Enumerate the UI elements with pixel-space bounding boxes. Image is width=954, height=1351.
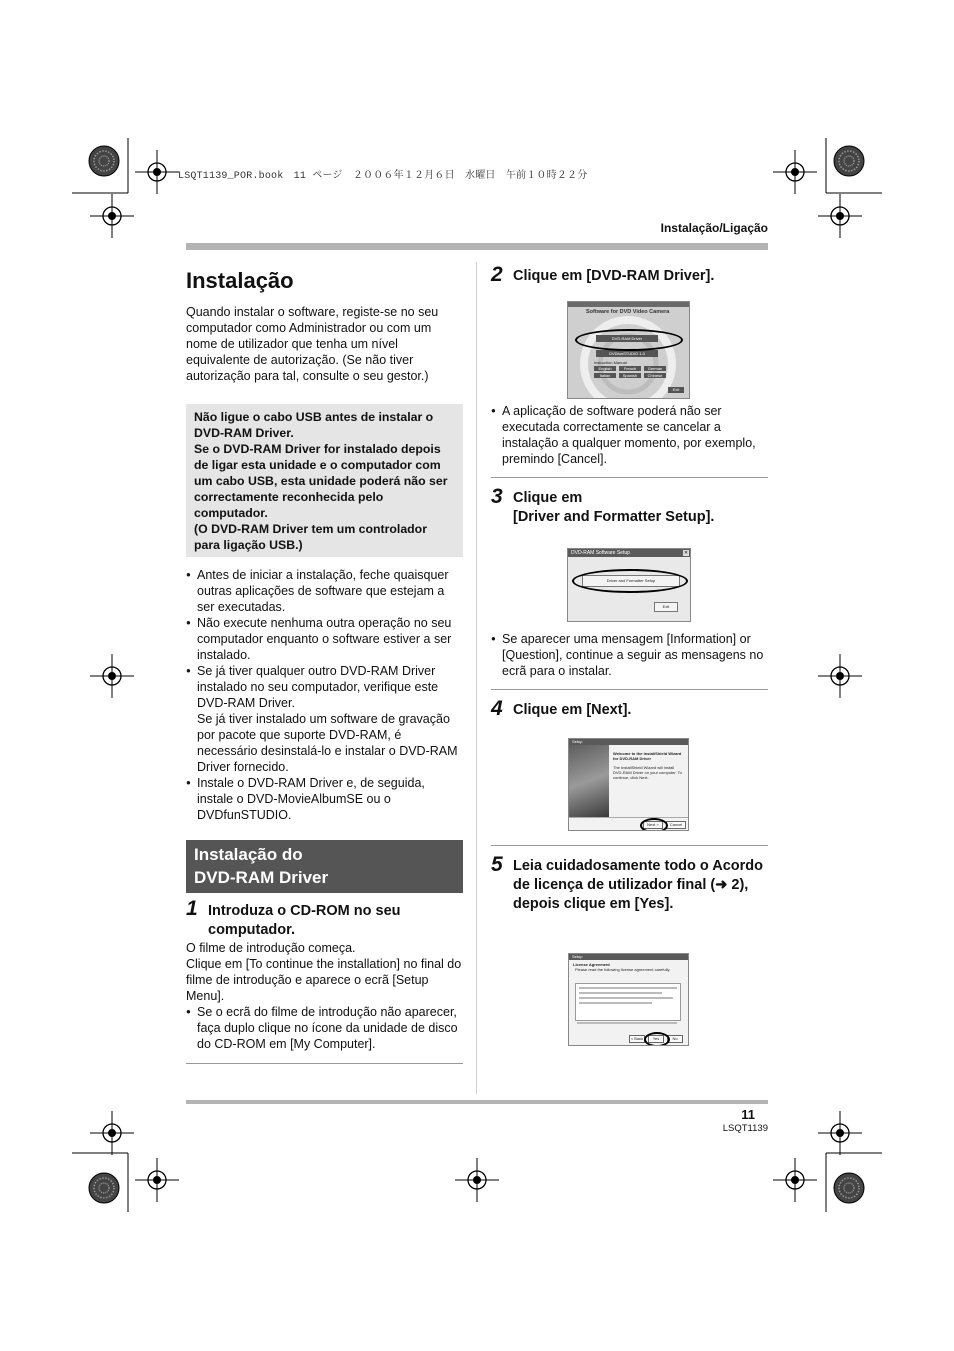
column-divider [476, 262, 477, 1094]
highlight-oval [644, 1032, 670, 1046]
list-item: ● Antes de iniciar a instalação, feche quaisquer outras aplicações de software que estejam a ser executadas. [186, 567, 461, 615]
step2-note [491, 403, 768, 467]
license-heading: License Agreement [573, 962, 610, 967]
list-item: ● Se já tiver qualquer outro DVD-RAM Driver instalado no seu computador, verifique este DVD-RAM Driver. [186, 663, 461, 711]
language-button[interactable]: German [644, 366, 666, 371]
cancel-button[interactable]: Cancel [666, 821, 686, 829]
step-number: 2 [491, 263, 503, 286]
exit-button[interactable]: Exit [668, 387, 684, 393]
divider [491, 689, 768, 690]
window-title: DVD-RAM Software Setup [571, 550, 630, 556]
step-title: Clique em [Next]. [513, 702, 632, 718]
precautions-list [186, 567, 461, 823]
no-button[interactable]: No [667, 1035, 683, 1043]
language-button[interactable]: Chinese [644, 373, 666, 378]
language-button[interactable]: Italian [594, 373, 616, 378]
dvd-ram-driver-button[interactable]: DVD-RAM Driver [596, 335, 658, 342]
language-button[interactable]: French [619, 366, 641, 371]
window-title: Setup [572, 954, 583, 959]
step-number: 5 [491, 853, 503, 876]
step-title-line: Clique em [513, 490, 583, 506]
list-item: ● Se o ecrã do filme de introdução não aparecer, faça duplo clique no ícone da unidade de disco do CD-ROM em [My Computer]. [186, 1004, 463, 1052]
top-rule [186, 243, 768, 250]
screenshot-setup-menu [567, 301, 690, 399]
wizard-heading: Welcome to the InstallShield Wizard for DVD-RAM Driver [613, 751, 682, 761]
step-number: 1 [186, 897, 198, 920]
step-title: Clique em [DVD-RAM Driver]. [513, 268, 715, 284]
step3-note [491, 631, 768, 679]
step-number: 4 [491, 697, 503, 720]
intro-paragraph: Quando instalar o software, registe-se no seu computador como Administrador ou com um nome de utilizador que tenha um nível equivalente de autorização. (Se não tiver autorização para tal, consulte o seu gestor.) [186, 305, 439, 383]
subsection-heading [186, 840, 463, 893]
screenshot-software-setup [567, 548, 691, 622]
language-button[interactable]: Spanish [619, 373, 641, 378]
license-subtitle: Please read the following license agreement carefully. [575, 967, 671, 972]
list-item: ● A aplicação de software poderá não ser executada correctamente se cancelar a instalação a qualquer momento, por exemplo, premindo [Cancel]. [491, 403, 768, 467]
wizard-banner [569, 745, 609, 817]
divider [186, 1063, 463, 1064]
list-item: ● Não execute nenhuma outra operação no seu computador enquanto o software estiver a ser instalado. [186, 615, 461, 663]
step-title [513, 489, 768, 527]
next-button[interactable]: Next > [643, 821, 663, 829]
setup-menu-title: Software for DVD Video Camera [586, 309, 670, 315]
warning-line: Se o DVD-RAM Driver for instalado depois de ligar esta unidade e o computador com um cabo USB, esta unidade poderá não ser correctamente reconhecida pelo computador. [194, 442, 448, 520]
list-item: ● Instale o DVD-RAM Driver e, de seguida, instale o DVD-MovieAlbumSE ou o DVDfunSTUDIO. [186, 775, 461, 823]
bottom-rule [186, 1100, 768, 1104]
close-icon[interactable]: ✕ [683, 550, 689, 556]
list-item: ● Se aparecer uma mensagem [Information] or [Question], continue a seguir as mensagens no ecrã para o instalar. [491, 631, 768, 679]
divider [491, 477, 768, 478]
page-number: 11 [741, 1107, 755, 1122]
subsection-line: Instalação do [194, 845, 303, 864]
yes-button[interactable]: Yes [648, 1035, 664, 1043]
subsection-line: DVD-RAM Driver [194, 868, 329, 887]
page-title: Instalação [186, 268, 294, 293]
list-item-continuation: Se já tiver instalado um software de gravação por pacote que suporte DVD-RAM, é necessário desinstalá-lo e instalar o DVD-RAM Driver fornecido. [197, 712, 458, 774]
license-text-area[interactable] [575, 983, 681, 1021]
print-header: LSQT1139_POR.book 11 ページ ２００６年１２月６日 水曜日 午前１０時２２分 [178, 171, 588, 182]
highlight-oval [640, 818, 668, 831]
back-button[interactable]: < Back [630, 1036, 644, 1041]
language-button[interactable]: English [594, 366, 616, 371]
step-number: 3 [491, 485, 503, 508]
divider [491, 845, 768, 846]
highlight-oval [572, 569, 688, 593]
warning-line: Não ligue o cabo USB antes de instalar o DVD-RAM Driver. [194, 410, 434, 440]
screenshot-install-wizard [568, 738, 689, 831]
exit-button[interactable]: Exit [654, 602, 678, 612]
highlight-oval [575, 329, 683, 351]
step-title: Introduza o CD-ROM no seu computador. [208, 903, 401, 938]
step-title: Leia cuidadosamente todo o Acordo de licença de utilizador final (➜ 2), depois clique em [Yes]. [513, 858, 764, 912]
warning-box [186, 404, 463, 557]
page-code: LSQT1139 [722, 1123, 768, 1134]
warning-line: (O DVD-RAM Driver tem um controlador para ligação USB.) [194, 522, 427, 552]
step-text: O filme de introdução começa. [186, 941, 356, 955]
step-text: Clique em [To continue the installation] no final do filme de introdução e aparece o ecrã [Setup Menu]. [186, 957, 462, 1003]
driver-and-formatter-setup-button[interactable]: Driver and Formatter Setup [582, 575, 680, 587]
step1-body [186, 940, 463, 1052]
wizard-text: The InstallShield Wizard will install DVD-RAM Driver on your computer. To continue, click Next. [613, 765, 682, 780]
step-title-line: [Driver and Formatter Setup]. [513, 509, 715, 525]
window-title: Setup [572, 739, 583, 744]
screenshot-license-agreement [568, 953, 689, 1046]
section-label: Instalação/Ligação [660, 221, 768, 235]
dvdfunstudio-button[interactable]: DVDfunSTUDIO 1.0 [596, 350, 658, 357]
manual-heading: Instruction Manual [594, 360, 627, 365]
